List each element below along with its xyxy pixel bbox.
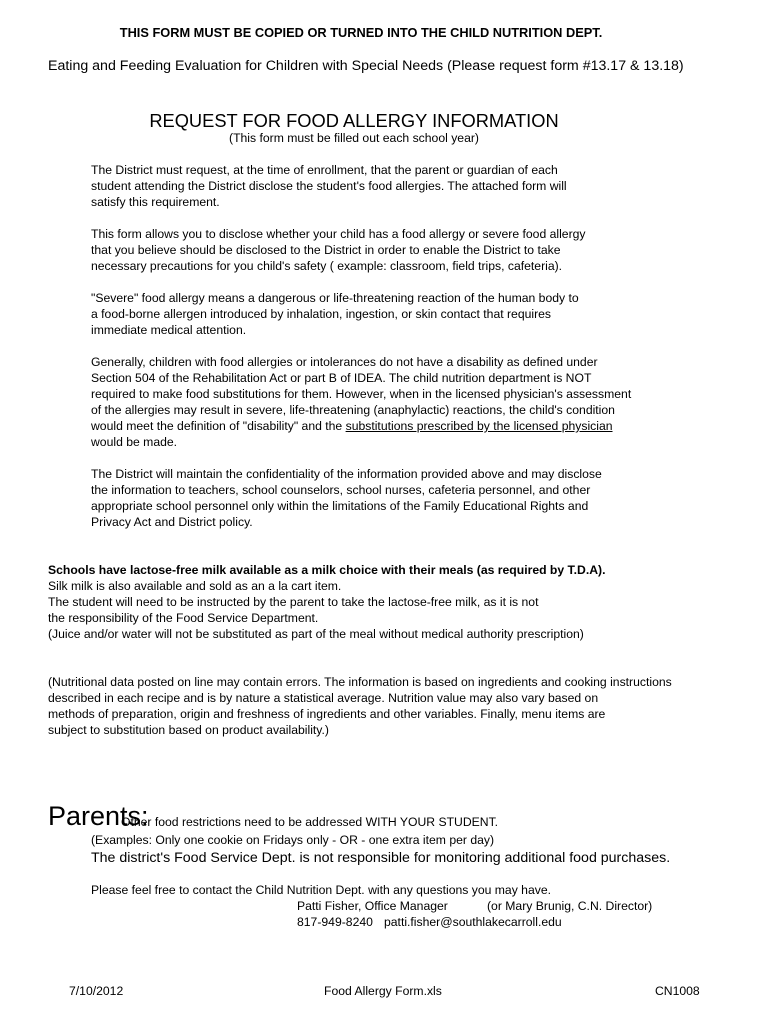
paragraph-severe-allergy-definition — [91, 290, 579, 338]
text-line: necessary precautions for you child's safety ( example: classroom, field trips, cafeteria). — [91, 259, 563, 273]
evaluation-form-line: Eating and Feeding Evaluation for Children with Special Needs (Please request form #13.17 & 13.18) — [48, 58, 684, 74]
text-line: appropriate school personnel only within the limitations of the Family Educational Rights and — [91, 499, 589, 513]
text-line: of the allergies may result in severe, life-threatening (anaphylactic) reactions, the child's condition — [91, 403, 615, 417]
text-line: described in each recipe and is by nature a statistical average. Nutrition value may also vary based on — [48, 691, 599, 705]
milk-heading: Schools have lactose-free milk available as a milk choice with their meals (as required by T.D.A). — [48, 563, 606, 577]
text-line: Privacy Act and District policy. — [91, 515, 253, 529]
parents-heading: Parents: — [48, 801, 149, 831]
page-subtitle: (This form must be filled out each school year) — [229, 131, 479, 145]
lactose-free-milk-section — [48, 562, 605, 642]
text-line: a food-borne allergen introduced by inhalation, ingestion, or skin contact that requires — [91, 307, 552, 321]
top-notice: THIS FORM MUST BE COPIED OR TURNED INTO THE CHILD NUTRITION DEPT. — [119, 25, 603, 40]
text-line: The student will need to be instructed by the parent to take the lactose-free milk, as it is not — [48, 595, 539, 609]
text-line: immediate medical attention. — [91, 323, 247, 337]
text-line: that you believe should be disclosed to the District in order to enable the District to take — [91, 243, 561, 257]
paragraph-confidentiality — [91, 466, 602, 530]
text-segment: would meet the definition of "disability" and the — [91, 419, 346, 433]
contact-phone: 817-949-8240 — [297, 915, 373, 929]
text-line: the information to teachers, school counselors, school nurses, cafeteria personnel, and other — [91, 483, 591, 497]
paragraph-disability-definition — [91, 354, 631, 450]
paragraph-enrollment-disclosure — [91, 162, 567, 210]
text-line: (Juice and/or water will not be substituted as part of the meal without medical authority prescription) — [48, 627, 584, 641]
responsibility-statement: The district's Food Service Dept. is not responsible for monitoring additional food purchases. — [91, 850, 671, 866]
contact-email: patti.fisher@southlakecarroll.edu — [384, 915, 562, 929]
text-line: The District must request, at the time of enrollment, that the parent or guardian of each — [91, 163, 558, 177]
text-line: (Nutritional data posted on line may contain errors. The information is based on ingredients and cooking instructions — [48, 675, 672, 689]
underlined-phrase: substitutions prescribed by the licensed physician — [345, 419, 613, 433]
text-line: Generally, children with food allergies or intolerances do not have a disability as defined under — [91, 355, 598, 369]
text-line: the responsibility of the Food Service Department. — [48, 611, 319, 625]
contact-name-alternate: (or Mary Brunig, C.N. Director) — [487, 899, 653, 913]
text-line: would be made. — [91, 435, 178, 449]
page-title: REQUEST FOR FOOD ALLERGY INFORMATION — [149, 110, 559, 131]
text-line: Section 504 of the Rehabilitation Act or part B of IDEA. The child nutrition department is NOT — [91, 371, 592, 385]
text-line: "Severe" food allergy means a dangerous or life-threatening reaction of the human body to — [91, 291, 579, 305]
text-line — [91, 418, 631, 434]
text-line: satisfy this requirement. — [91, 195, 220, 209]
parents-note: Other food restrictions need to be addressed WITH YOUR STUDENT. — [121, 815, 499, 829]
text-line: This form allows you to disclose whether your child has a food allergy or severe food allergy — [91, 227, 586, 241]
contact-name-primary: Patti Fisher, Office Manager — [297, 899, 448, 913]
restriction-examples: (Examples: Only one cookie on Fridays only - OR - one extra item per day) — [91, 833, 495, 847]
footer-file-name: Food Allergy Form.xls — [324, 984, 442, 998]
text-line: subject to substitution based on product availability.) — [48, 723, 329, 737]
text-line: The District will maintain the confidentiality of the information provided above and may disclose — [91, 467, 602, 481]
text-line: methods of preparation, origin and freshness of ingredients and other variables. Finally, menu items are — [48, 707, 606, 721]
text-line: Silk milk is also available and sold as an a la cart item. — [48, 579, 342, 593]
footer-date: 7/10/2012 — [69, 984, 124, 998]
text-line: required to make food substitutions for them. However, when in the licensed physician's assessment — [91, 387, 632, 401]
text-line: student attending the District disclose the student's food allergies. The attached form will — [91, 179, 567, 193]
nutritional-data-disclaimer — [48, 674, 672, 738]
footer-form-code: CN1008 — [655, 984, 700, 998]
paragraph-form-purpose — [91, 226, 586, 274]
contact-intro: Please feel free to contact the Child Nutrition Dept. with any questions you may have. — [91, 883, 551, 897]
